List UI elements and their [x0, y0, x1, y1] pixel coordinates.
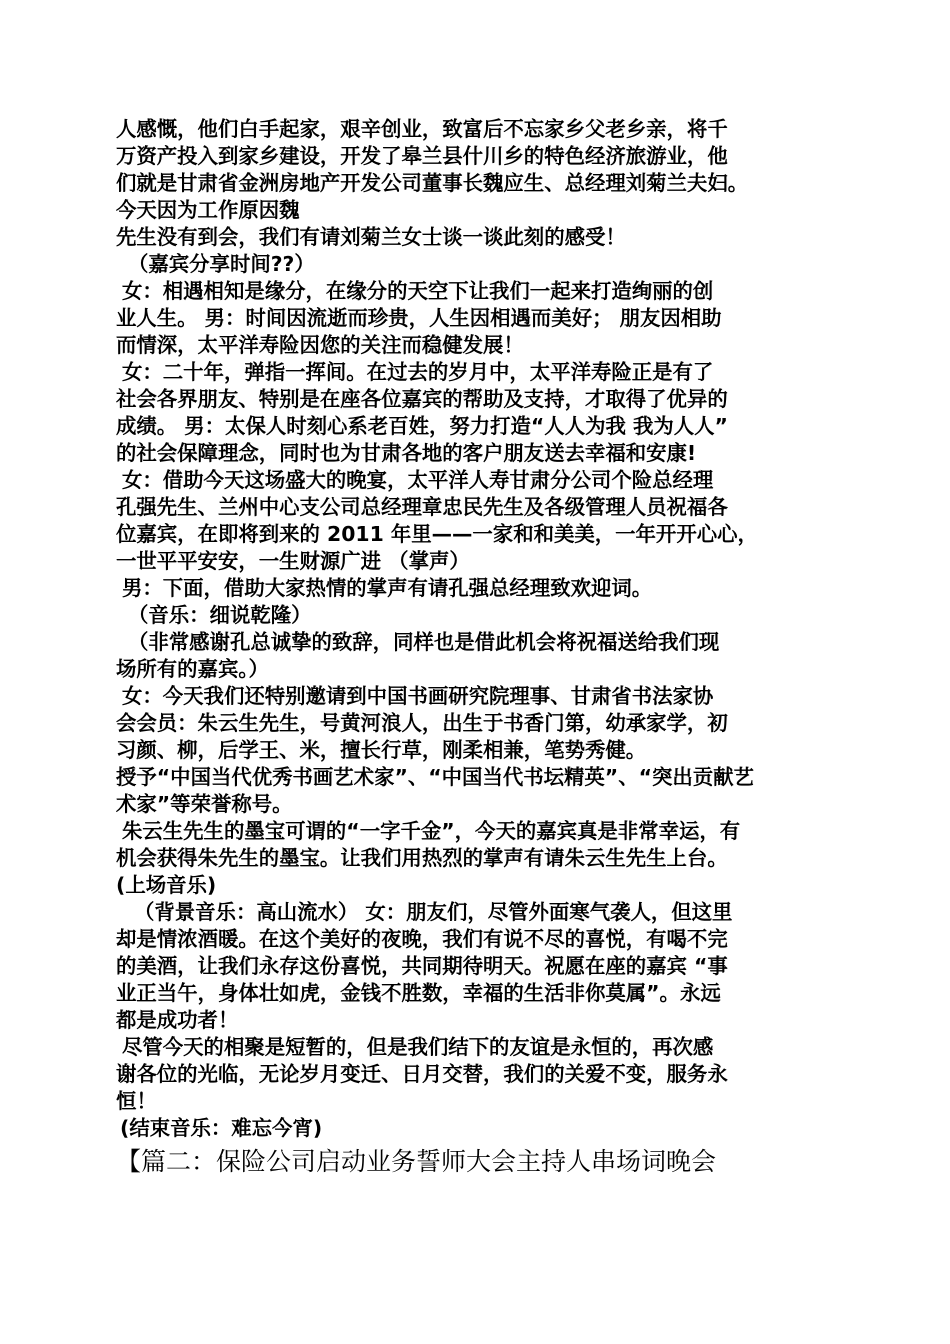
text-line: 人感慨，他们白手起家，艰辛创业，致富后不忘家乡父老乡亲，将千: [116, 117, 728, 141]
text-line: (结束音乐：难忘今宵): [120, 1116, 323, 1140]
text-line: 们就是甘肃省金洲房地产开发公司董事长魏应生、总经理刘菊兰夫妇。: [116, 171, 749, 195]
text-line: 今天因为工作原因魏: [116, 198, 300, 222]
text-line: 一世平平安安，一生财源广进 （掌声）: [116, 549, 470, 573]
text-line: （嘉宾分享时间??）: [128, 252, 315, 276]
text-line: 业人生。 男：时间因流逝而珍贵，人生因相遇而美好； 朋友因相助: [116, 306, 722, 330]
text-line: 男：下面，借助大家热情的掌声有请孔强总经理致欢迎词。: [122, 576, 653, 600]
text-line: （非常感谢孔总诚挚的致辞，同样也是借此机会将祝福送给我们现: [128, 630, 720, 654]
text-line: 业正当午，身体壮如虎，金钱不胜数，幸福的生活非你莫属”。永远: [116, 981, 721, 1005]
text-line: 成绩。 男：太保人时刻心系老百姓，努力打造“人人为我 我为人人”: [116, 414, 728, 438]
text-line: 术家”等荣誉称号。: [116, 792, 293, 816]
text-line: 的美酒，让我们永存这份喜悦，共同期待明天。祝愿在座的嘉宾 “事: [116, 954, 728, 978]
text-line: （音乐：细说乾隆）: [128, 603, 312, 627]
text-line: 女：借助今天这场盛大的晚宴，太平洋人寿甘肃分公司个险总经理: [122, 468, 714, 492]
text-line: 恒！: [116, 1089, 157, 1113]
text-line: (上场音乐): [116, 873, 217, 897]
document-page: [116, 116, 838, 1180]
text-line: 尽管今天的相聚是短暂的，但是我们结下的友谊是永恒的，再次感: [122, 1035, 714, 1059]
text-line: 而情深，太平洋寿险因您的关注而稳健发展！: [116, 333, 524, 357]
text-line: 会会员：朱云生先生，号黄河浪人，出生于书香门第，幼承家学，初: [116, 711, 728, 735]
text-line: 都是成功者！: [116, 1008, 239, 1032]
text-line: 谢各位的光临，无论岁月变迁、日月交替，我们的关爱不变，服务永: [116, 1062, 728, 1086]
text-line: （背景音乐：高山流水） 女：朋友们，尽管外面寒气袭人，但这里: [134, 900, 733, 924]
section-heading: 【篇二：保险公司启动业务誓师大会主持人串场词晚会: [116, 1147, 717, 1176]
text-line: 孔强先生、兰州中心支公司总经理章忠民先生及各级管理人员祝福各: [116, 495, 728, 519]
text-line: 位嘉宾，在即将到来的 2011 年里——一家和和美美，一年开开心心，: [116, 522, 758, 546]
text-line: 社会各界朋友、特别是在座各位嘉宾的帮助及支持，才取得了优异的: [116, 387, 728, 411]
text-line: 场所有的嘉宾。）: [116, 657, 269, 681]
text-line: 的社会保障理念，同时也为甘肃各地的客户朋友送去幸福和安康!: [116, 441, 697, 465]
text-line: 机会获得朱先生的墨宝。让我们用热烈的掌声有请朱云生先生上台。: [116, 846, 728, 870]
document-body: [116, 116, 838, 1142]
text-line: 习颜、柳，后学王、米，擅长行草，刚柔相兼，笔势秀健。: [116, 738, 647, 762]
text-line: 万资产投入到家乡建设，开发了皋兰县什川乡的特色经济旅游业，他: [116, 144, 728, 168]
text-line: 朱云生先生的墨宝可谓的“一字千金”，今天的嘉宾真是非常幸运，有: [122, 819, 741, 843]
text-line: 女：二十年，弹指一挥间。在过去的岁月中，太平洋寿险正是有了: [122, 360, 714, 384]
text-line: 授予“中国当代优秀书画艺术家”、“中国当代书坛精英”、“突出贡献艺: [116, 765, 754, 789]
text-line: 女：相遇相知是缘分，在缘分的天空下让我们一起来打造绚丽的创: [122, 279, 714, 303]
text-line: 先生没有到会，我们有请刘菊兰女士谈一谈此刻的感受！: [116, 225, 626, 249]
text-line: 却是情浓酒暖。在这个美好的夜晚，我们有说不尽的喜悦，有喝不完: [116, 927, 728, 951]
text-line: 女：今天我们还特别邀请到中国书画研究院理事、甘肃省书法家协: [122, 684, 714, 708]
